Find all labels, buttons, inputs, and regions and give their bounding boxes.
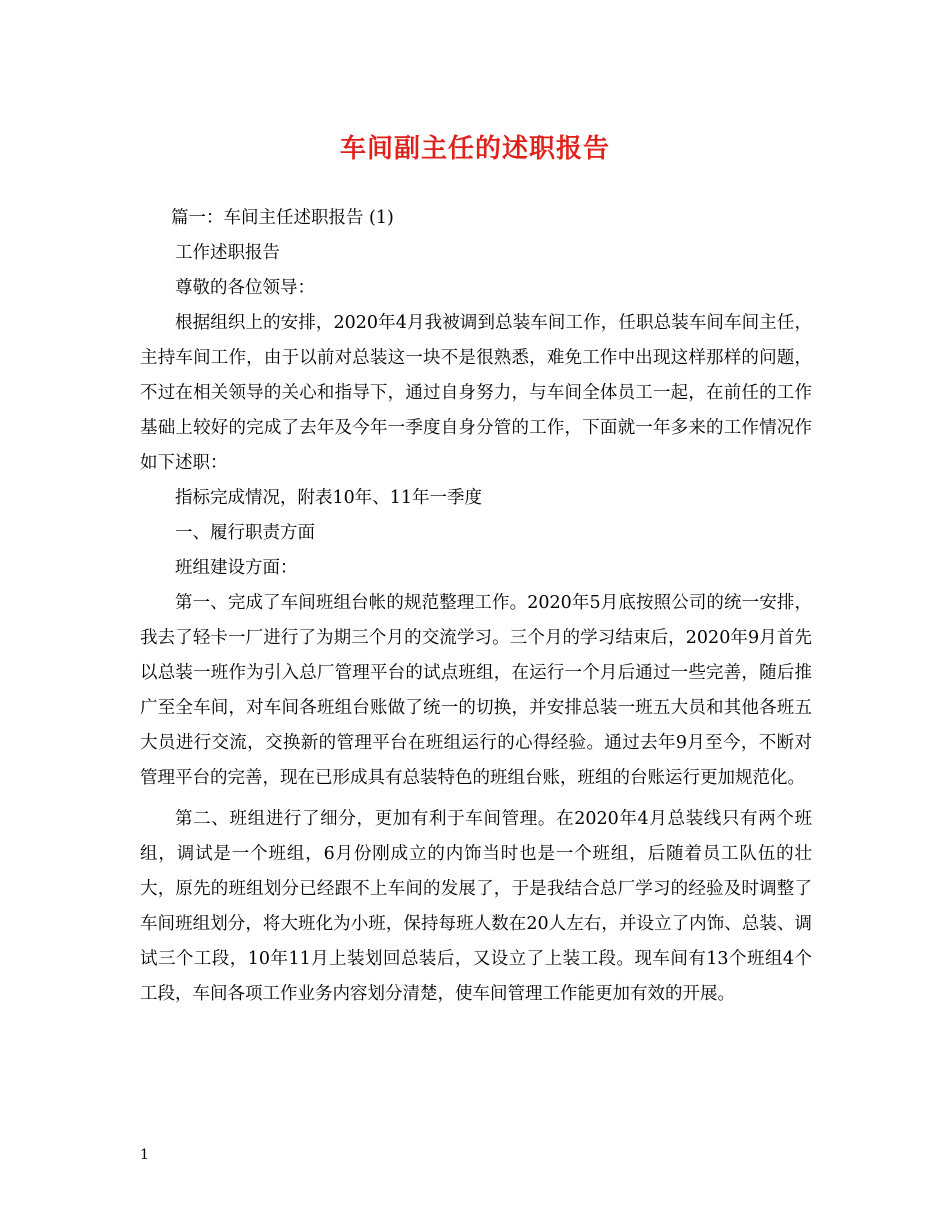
paragraph-indicators: 指标完成情况，附表10年、11年一季度 [175,488,483,508]
report-heading: 工作述职报告 [175,243,280,263]
section-heading: 篇一：车间主任述职报告 (1) [171,208,394,228]
paragraph-first-point: 第一、完成了车间班组台帐的规范整理工作。2020年5月底按照公司的统一安排，我去了轻卡一厂进行了为期三个月的交流学习。三个月的学习结束后，2020年9月首先以总装一班作为引入总厂管理平台的试点班组，在运行一个月后通过一些完善，随后推广至全车间，对车间各班组台账做了统一的切换，并安排总装一班五大员和其他各班五大员进行交流，交换新的管理平台在班组运行的心得经验。通过去年9月至今，不断对管理平台的完善，现在已形成具有总装特色的班组台账，班组的台账运行更加规范化。 [140,593,812,788]
paragraph-second-point: 第二、班组进行了细分，更加有利于车间管理。在2020年4月总装线只有两个班组，调试是一个班组，6月份刚成立的内饰当时也是一个班组，后随着员工队伍的壮大，原先的班组划分已经跟不上车间的发展了，于是我结合总厂学习的经验及时调整了车间班组划分，将大班化为小班，保持每班人数在20人左右，并设立了内饰、总装、调试三个工段，10年11月上装划回总装后，又设立了上装工段。现车间有13个班组4个工段，车间各项工作业务内容划分清楚，使车间管理工作能更加有效的开展。 [140,809,812,1004]
paragraph-team-building-heading: 班组建设方面： [175,558,298,578]
page-number: 1 [140,1147,149,1163]
document-body [140,201,812,1012]
document-title: 车间副主任的述职报告 [339,134,610,164]
paragraph-intro: 根据组织上的安排，2020年4月我被调到总装车间工作，任职总装车间车间主任，主持车间工作，由于以前对总装这一块不是很熟悉，难免工作中出现这样那样的问题，不过在相关领导的关心和指导下，通过自身努力，与车间全体员工一起，在前任的工作基础上较好的完成了去年及今年一季度自身分管的工作，下面就一年多来的工作情况作如下述职： [140,313,812,473]
paragraph-duties-heading: 一、履行职责方面 [175,523,315,543]
salutation: 尊敬的各位领导： [175,278,315,298]
